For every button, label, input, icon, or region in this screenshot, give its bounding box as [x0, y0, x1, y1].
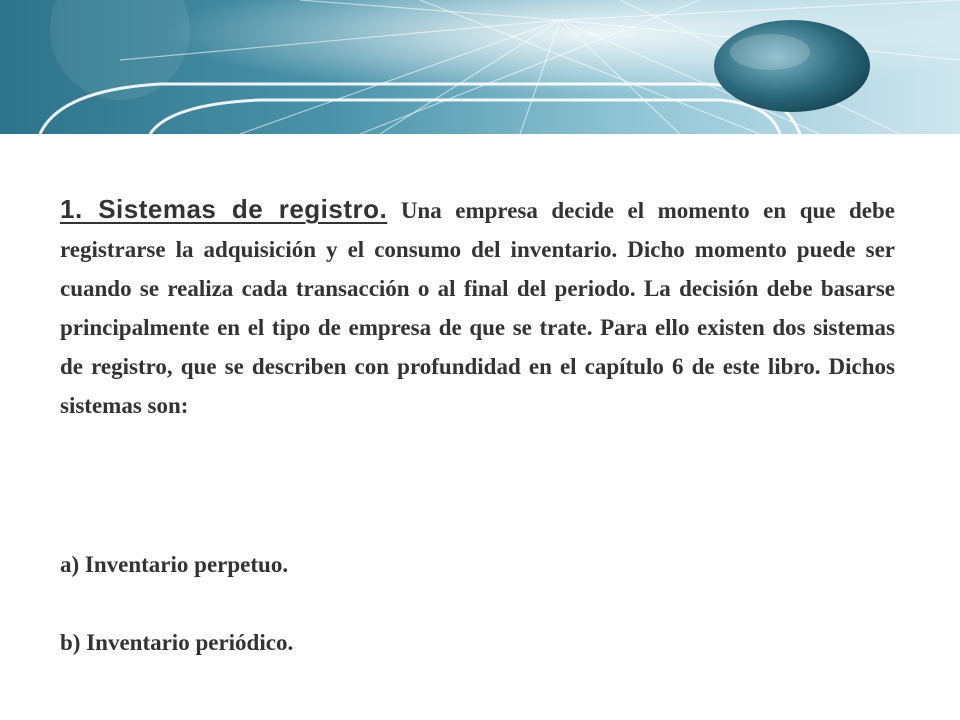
intro-paragraph	[60, 190, 895, 425]
list-item-periodic: b) Inventario periódico.	[60, 630, 294, 655]
header-banner	[0, 0, 960, 134]
body-text: Una empresa decide el momento en que debe registrarse la adquisición y el consumo del inventario. Dicho momento puede ser cuando se realiza cada transacción o al final del periodo. La decisión debe basarse principalmente en el tipo de empresa de que se trate. Para ello existen dos sistemas de registro, que se describen con profundidad en el capítulo 6 de este libro. Dichos sistemas son:	[60, 198, 896, 418]
section-heading: 1. Sistemas de registro.	[60, 194, 388, 224]
list-item-perpetual: a) Inventario perpetuo.	[60, 552, 289, 577]
slide-content	[60, 190, 896, 655]
banner-graphic	[0, 0, 960, 134]
